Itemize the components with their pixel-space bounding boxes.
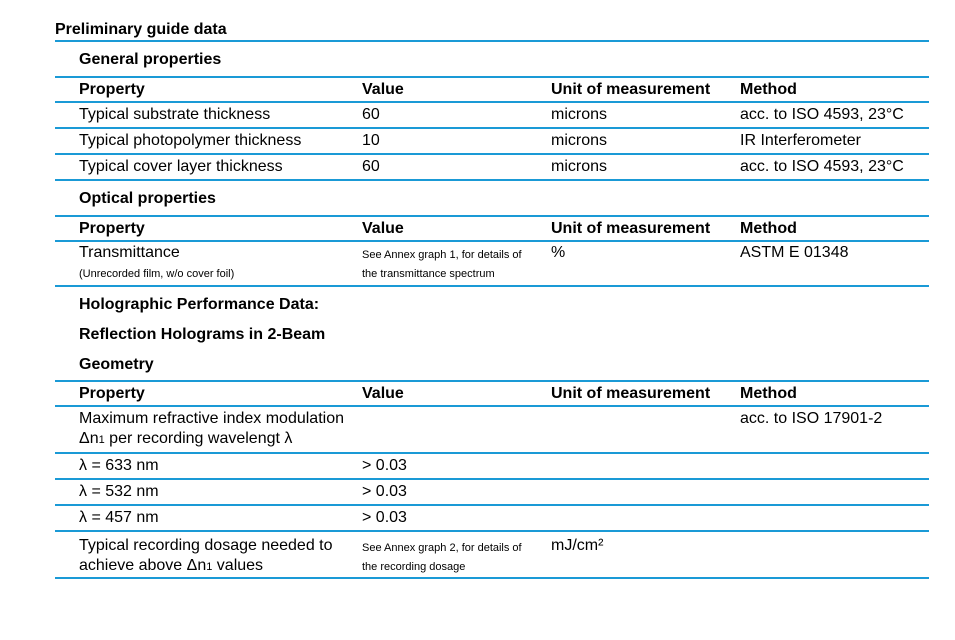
divider xyxy=(55,240,929,242)
divider xyxy=(55,101,929,103)
divider xyxy=(55,380,929,382)
column-header-property: Property xyxy=(79,385,145,402)
cell-method: acc. to ISO 4593, 23°C xyxy=(740,158,904,175)
cell-property-line2: Δn1 per recording wavelengt λ xyxy=(79,430,293,447)
section-subheading-reflection: Reflection Holograms in 2-Beam xyxy=(79,326,326,343)
cell-property-line1: Typical recording dosage needed to xyxy=(79,537,333,554)
cell-unit: microns xyxy=(551,106,608,123)
divider xyxy=(55,577,929,579)
cell-value-line2: the recording dosage xyxy=(362,561,466,573)
cell-property: λ = 532 nm xyxy=(79,483,159,500)
cell-value-line1: See Annex graph 1, for details of xyxy=(362,249,522,261)
cell-method: ASTM E 01348 xyxy=(740,244,849,261)
cell-value-line1: See Annex graph 2, for details of xyxy=(362,542,522,554)
cell-property: Transmittance xyxy=(79,244,180,261)
section-subheading-geometry: Geometry xyxy=(79,356,154,373)
cell-property: Typical substrate thickness xyxy=(79,106,271,123)
divider xyxy=(55,504,929,506)
column-header-value: Value xyxy=(362,81,404,98)
divider xyxy=(55,153,929,155)
divider xyxy=(55,478,929,480)
cell-property: Typical photopolymer thickness xyxy=(79,132,302,149)
cell-unit: mJ/cm² xyxy=(551,537,604,554)
divider xyxy=(55,405,929,407)
cell-value: 60 xyxy=(362,106,380,123)
cell-value: 10 xyxy=(362,132,380,149)
cell-method: IR Interferometer xyxy=(740,132,861,149)
column-header-property: Property xyxy=(79,81,145,98)
divider xyxy=(55,452,929,454)
cell-value: > 0.03 xyxy=(362,483,407,500)
cell-property: λ = 633 nm xyxy=(79,457,159,474)
column-header-method: Method xyxy=(740,81,797,98)
divider xyxy=(55,285,929,287)
divider xyxy=(55,127,929,129)
section-heading-optical: Optical properties xyxy=(79,190,216,207)
column-header-property: Property xyxy=(79,220,145,237)
page-title: Preliminary guide data xyxy=(55,21,227,38)
column-header-method: Method xyxy=(740,385,797,402)
cell-method: acc. to ISO 17901-2 xyxy=(740,410,883,427)
cell-value: > 0.03 xyxy=(362,509,407,526)
divider xyxy=(55,40,929,42)
cell-unit: microns xyxy=(551,158,608,175)
cell-unit: % xyxy=(551,244,566,261)
section-heading-holographic: Holographic Performance Data: xyxy=(79,296,320,313)
column-header-value: Value xyxy=(362,385,404,402)
cell-method: acc. to ISO 4593, 23°C xyxy=(740,106,904,123)
cell-property: Typical cover layer thickness xyxy=(79,158,283,175)
column-header-method: Method xyxy=(740,220,797,237)
cell-property-line1: Maximum refractive index modulation xyxy=(79,410,344,427)
cell-unit: microns xyxy=(551,132,608,149)
column-header-value: Value xyxy=(362,220,404,237)
column-header-unit: Unit of measurement xyxy=(551,220,711,237)
section-heading-general: General properties xyxy=(79,51,222,68)
divider xyxy=(55,76,929,78)
cell-value-line2: the transmittance spectrum xyxy=(362,268,495,280)
divider xyxy=(55,530,929,532)
cell-value: 60 xyxy=(362,158,380,175)
cell-property-note: (Unrecorded film, w/o cover foil) xyxy=(79,268,235,280)
column-header-unit: Unit of measurement xyxy=(551,385,711,402)
divider xyxy=(55,215,929,217)
cell-property: λ = 457 nm xyxy=(79,509,159,526)
cell-property-line2: achieve above Δn1 values xyxy=(79,557,264,574)
column-header-unit: Unit of measurement xyxy=(551,81,711,98)
cell-value: > 0.03 xyxy=(362,457,407,474)
divider xyxy=(55,179,929,181)
